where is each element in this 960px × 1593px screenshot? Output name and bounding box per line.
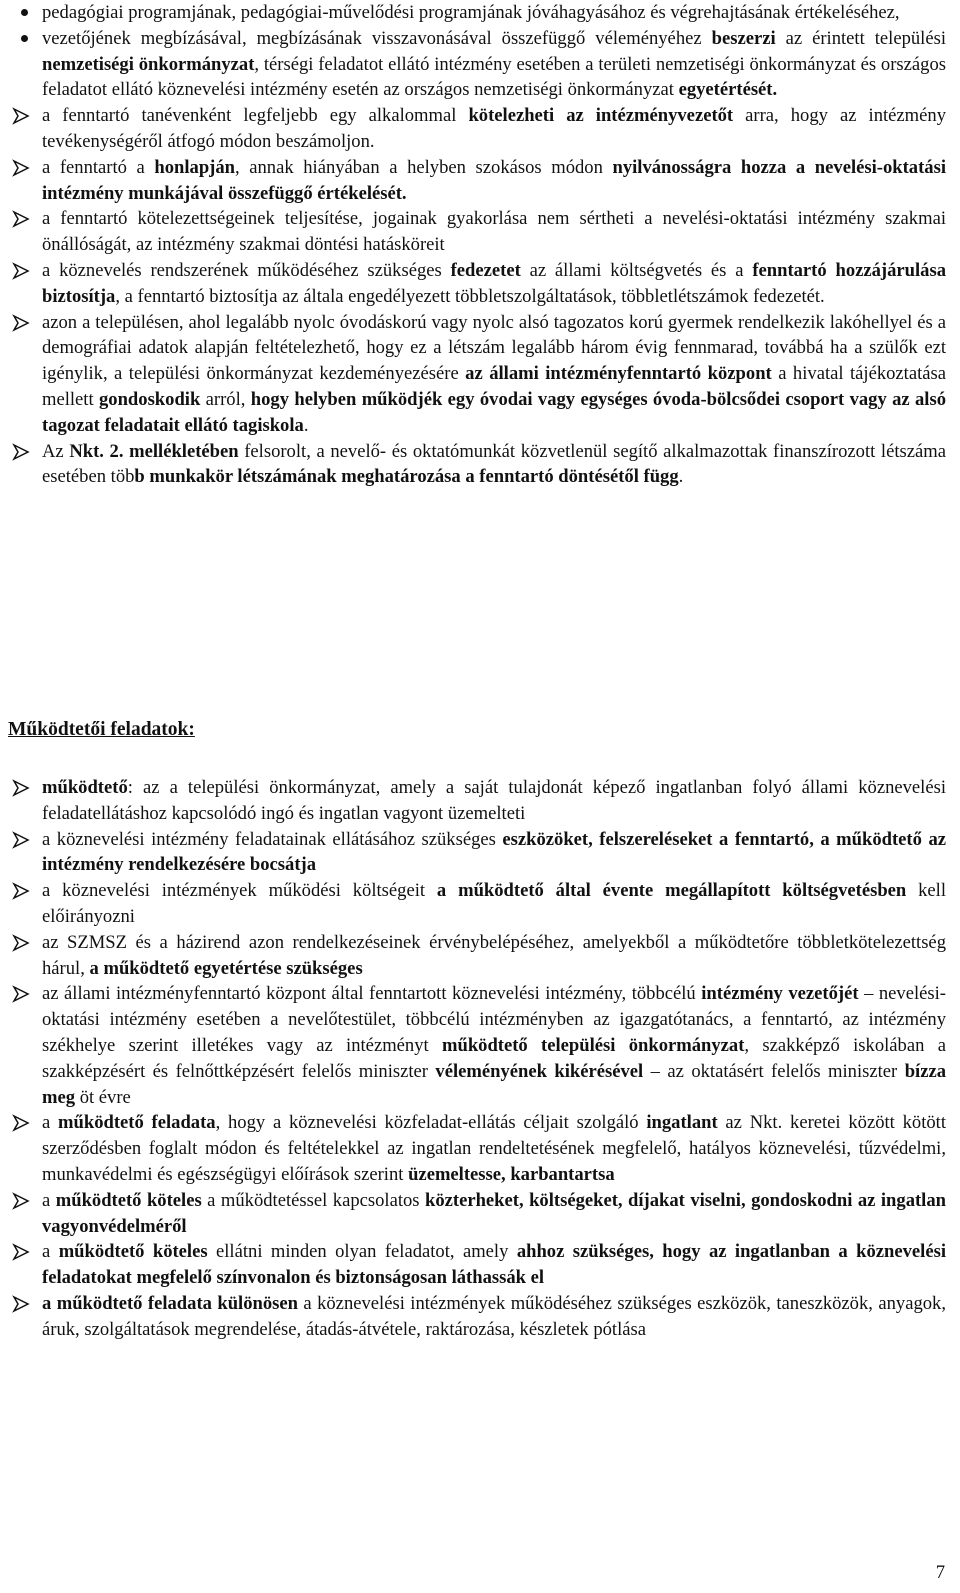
arrowhead-bullet-icon xyxy=(12,882,30,900)
bold-text: a működtető feladata különösen xyxy=(42,1292,298,1314)
arrowhead-bullet-icon xyxy=(12,878,32,903)
bullet-dot-icon xyxy=(12,26,32,51)
list-item xyxy=(8,827,946,879)
text-run: öt évre xyxy=(75,1086,131,1108)
text-run: . xyxy=(303,414,309,436)
bold-text: intézmény vezetőjét xyxy=(701,983,859,1005)
arrowhead-bullet-icon xyxy=(12,155,32,180)
bold-text: honlapján xyxy=(154,156,236,178)
arrowhead-bullet-icon xyxy=(12,206,32,231)
bold-text: működtető xyxy=(42,777,128,798)
bold-text: egyetértését. xyxy=(678,79,778,101)
arrowhead-bullet-icon xyxy=(12,443,30,461)
text-run: a fenntartó tanévenként legfeljebb egy alkalommal xyxy=(42,105,469,127)
arrowhead-bullet-icon xyxy=(12,985,30,1003)
list-item xyxy=(8,310,946,439)
text-run: a xyxy=(42,1241,59,1263)
bold-text: b munkakör létszámának meghatározása a fenntartó döntésétől függ xyxy=(134,466,679,488)
list-item xyxy=(8,930,946,982)
bold-text: az állami intézményfenntartó központ xyxy=(465,363,772,385)
text-run: azon a településen, ahol legalább nyolc óvodáskorú vagy nyolc alsó tagozatos korú gyermek rendelkezik lakóhellyel és a demográfiai adatok alapján feltételezhető, hogy ez a létszám legalább három évig fennmarad, továbbá ha a szülők ezt igénylik, a települési önkormányzat kezdeményezésére xyxy=(42,311,946,385)
arrowhead-bullet-icon xyxy=(12,210,30,228)
text-run: kell előirányozni xyxy=(42,880,947,927)
text-run: felsorolt, a nevelő- és oktatómunkát közvetlenül segítő alkalmazottak finanszírozott létszáma esetében töb xyxy=(42,440,946,488)
text-run: a xyxy=(42,1112,59,1134)
text-run: , térségi feladatot ellátó intézmény esetében a területi nemzetiségi önkormányzat és országos feladatot ellátó köznevelési intézmény esetén az országos nemzetiségi önkormányzat xyxy=(42,53,946,101)
bold-text: működtető feladata xyxy=(58,1112,216,1134)
section-heading: Működtetői feladatok: xyxy=(8,719,195,740)
list-item xyxy=(8,981,946,1110)
bold-text: működtető köteles xyxy=(58,1241,208,1263)
text-run: a fenntartó kötelezettségeinek teljesítése, jogainak gyakorlása nem sértheti a nevelési-oktatási intézmény szakmai önállóságát, az intézmény szakmai döntési hatásköreit xyxy=(42,208,946,256)
text-run: , annak hiányában a helyben szokásos módon xyxy=(235,156,613,178)
bold-text: nemzetiségi önkormányzat xyxy=(42,53,255,75)
bold-text: üzemeltesse, karbantartsa xyxy=(408,1163,615,1185)
bold-text: fenntartó hozzájárulása biztosítja xyxy=(42,259,947,307)
arrowhead-bullet-icon xyxy=(12,439,32,464)
bullet-dot-icon xyxy=(21,35,28,42)
bold-text: bízza meg xyxy=(42,1060,946,1108)
text-run: : az a települési önkormányzat, amely a saját tulajdonát képező ingatlanban folyó állami köznevelési feladatellátáshoz kapcsolódó ingó és ingatlan vagyont üzemelteti xyxy=(42,777,946,824)
bold-text: gondoskodik xyxy=(99,388,201,410)
list-item xyxy=(8,1291,946,1343)
text-run: a fenntartó a xyxy=(42,156,155,178)
mukodtetoi-list xyxy=(8,775,946,1343)
bullet-dot-icon xyxy=(12,0,32,25)
text-run: , hogy a köznevelési közfeladat-ellátás céljait szolgáló xyxy=(215,1112,647,1134)
list-item xyxy=(8,206,946,258)
bold-text: fedezetet xyxy=(450,259,521,281)
text-run: – nevelési-oktatási intézmény esetében a nevelőtestület, többcélú intézményben az igazgatótanács, a fenntartó, az intézmény székhelye szerint illetékes vagy az intézményt xyxy=(42,983,946,1056)
arrowhead-bullet-icon xyxy=(12,258,32,283)
arrowhead-bullet-icon xyxy=(12,314,30,332)
text-run: – az oktatásért felelős miniszter xyxy=(643,1060,905,1082)
bold-text: kötelezheti az intézményvezetőt xyxy=(468,105,734,127)
arrowhead-bullet-icon xyxy=(12,1110,32,1135)
bold-text: működtető települési önkormányzat xyxy=(441,1034,745,1056)
list-item xyxy=(8,878,946,930)
arrowhead-bullet-icon xyxy=(12,831,30,849)
bold-text: a működtető egyetértése szükséges xyxy=(89,957,363,979)
text-run: az állami intézményfenntartó központ által fenntartott köznevelési intézmény, többcélú xyxy=(42,983,702,1005)
list-item xyxy=(8,26,946,103)
arrowhead-bullet-icon xyxy=(12,1243,30,1261)
arrowhead-bullet-icon xyxy=(12,827,32,852)
list-item xyxy=(8,1239,946,1291)
arrowhead-bullet-icon xyxy=(12,262,30,280)
text-run: pedagógiai programjának, pedagógiai-művelődési programjának jóváhagyásához és végrehajtásának értékeléséhez, xyxy=(42,2,900,23)
list-item xyxy=(8,258,946,310)
text-run: Az xyxy=(42,440,70,462)
text-run: a köznevelési intézmények működéséhez szükséges eszközök, taneszközök, anyagok, áruk, szolgáltatások megrendelése, átadás-átvétele, raktározása, készletek pótlása xyxy=(42,1292,946,1340)
arrowhead-bullet-icon xyxy=(12,1188,32,1213)
text-run: a köznevelési intézmény feladatainak ellátásához szükséges xyxy=(42,828,503,850)
arrowhead-bullet-icon xyxy=(12,779,30,797)
bold-text: a működtető által évente megállapított költségvetésben xyxy=(436,880,907,902)
list-item xyxy=(8,1110,946,1187)
bold-text: ingatlant xyxy=(646,1112,718,1134)
text-run: arra, hogy az intézmény tevékenységéről átfogó módon beszámoljon. xyxy=(42,105,946,152)
list-item xyxy=(8,155,946,207)
text-run: a köznevelés rendszerének működéséhez szükséges xyxy=(42,259,451,281)
arrowhead-bullet-icon xyxy=(12,1291,32,1316)
text-run: vezetőjének megbízásával, megbízásának visszavonásával összefüggő véleményéhez xyxy=(42,27,712,49)
text-run: az SZMSZ és a házirend azon rendelkezéseinek érvénybelépéséhez, amelyekből a működtetőre többletkötelezettség hárul, xyxy=(42,931,946,979)
page-number: 7 xyxy=(935,1562,945,1583)
text-run: az Nkt. keretei között kötött szerződésben foglalt módon és feltételekkel az ingatlan rendeltetésének megfelelő, hatályos köznevelési, tűzvédelmi, munkavédelmi és egészségügyi előírások szerint xyxy=(42,1112,947,1185)
arrowhead-bullet-icon xyxy=(12,107,30,125)
list-item xyxy=(8,439,946,491)
arrowhead-bullet-icon xyxy=(12,1114,30,1132)
arrowhead-bullet-icon xyxy=(12,1295,30,1313)
bold-text: beszerzi xyxy=(711,27,776,49)
bold-text: közterheket, költségeket, díjakat viselni, gondoskodni az ingatlan vagyonvédelméről xyxy=(42,1189,946,1237)
arrowhead-bullet-icon xyxy=(12,934,30,952)
fenntartoi-list xyxy=(8,0,946,490)
arrowhead-bullet-icon xyxy=(12,103,32,128)
text-run: a hivatal tájékoztatása mellett xyxy=(42,363,947,410)
arrowhead-bullet-icon xyxy=(12,930,32,955)
text-run: ellátni minden olyan feladatot, amely xyxy=(207,1241,517,1263)
text-run: arról, xyxy=(200,388,251,410)
bullet-dot-icon xyxy=(21,9,28,16)
arrowhead-bullet-icon xyxy=(12,1239,32,1264)
text-run: a működtetéssel kapcsolatos xyxy=(201,1189,425,1211)
arrowhead-bullet-icon xyxy=(12,310,32,335)
bold-text: ahhoz szükséges, hogy az ingatlanban a köznevelési feladatokat megfelelő színvonalon és biztonságosan láthassák el xyxy=(42,1241,946,1289)
text-run: a köznevelési intézmények működési költségeit xyxy=(42,880,437,902)
text-run: az állami költségvetés és a xyxy=(520,259,753,281)
arrowhead-bullet-icon xyxy=(12,981,32,1006)
text-run: az érintett települési xyxy=(775,27,946,49)
text-run: . xyxy=(678,466,684,488)
text-run: a xyxy=(42,1189,56,1211)
list-item xyxy=(8,775,946,827)
list-item xyxy=(8,1188,946,1240)
text-run: , a fenntartó biztosítja az általa engedélyezett többletszolgáltatások, többletlétszámok fedezetét. xyxy=(115,285,825,307)
bold-text: eszközöket, felszereléseket a fenntartó, a működtető az intézmény rendelkezésére bocsátja xyxy=(42,828,946,876)
bold-text: nyilvánosságra hozza a nevelési-oktatási intézmény munkájával összefüggő értékelését. xyxy=(42,156,946,204)
bold-text: működtető köteles xyxy=(55,1189,202,1211)
text-run: , szakképző iskolában a szakképzésért és felnőttképzésért felelős miniszter xyxy=(42,1034,946,1082)
bold-text: véleményének kikérésével xyxy=(435,1060,644,1082)
list-item xyxy=(8,103,946,155)
arrowhead-bullet-icon xyxy=(12,775,32,800)
arrowhead-bullet-icon xyxy=(12,159,30,177)
bold-text: hogy helyben működjék egy óvodai vagy egységes óvoda-bölcsődei csoport vagy az alsó tagozat feladatait ellátó tagiskola xyxy=(42,388,947,436)
list-item xyxy=(8,0,946,26)
arrowhead-bullet-icon xyxy=(12,1192,30,1210)
bold-text: Nkt. 2. mellékletében xyxy=(69,440,239,462)
